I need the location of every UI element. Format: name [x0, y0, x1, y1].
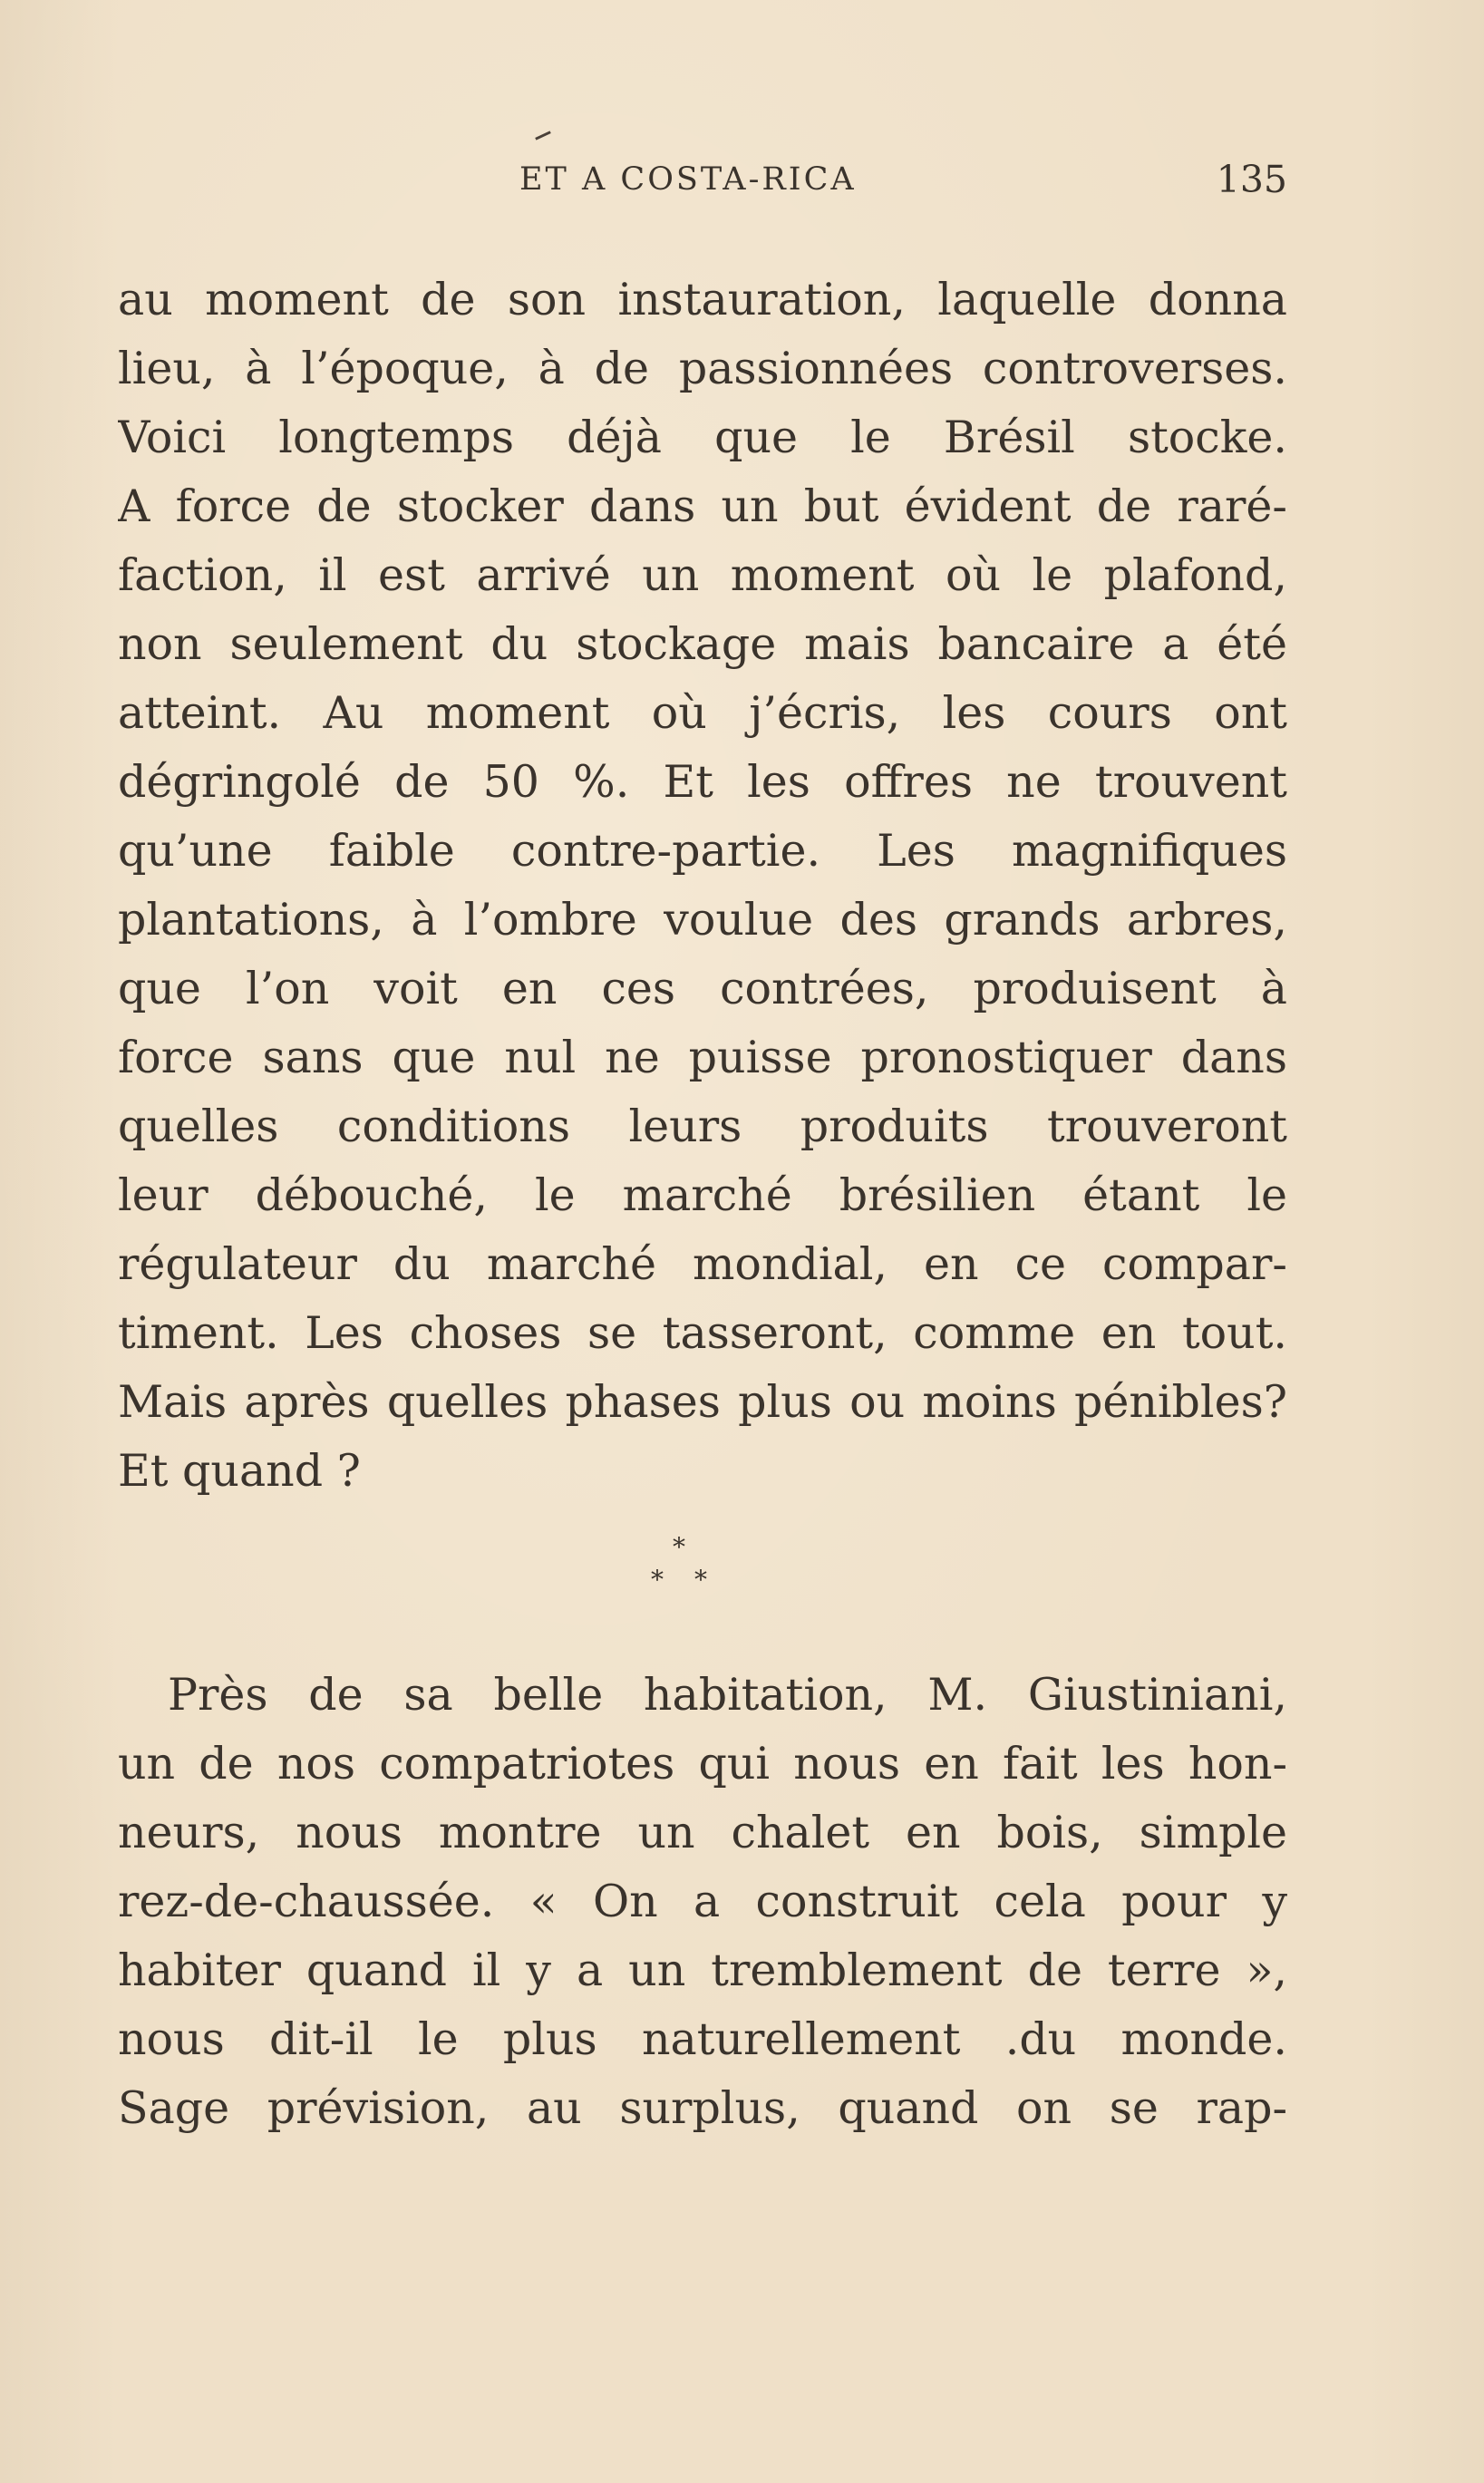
text-line: force sans que nul ne puisse pronostiquer dans: [118, 1032, 1287, 1083]
section-separator-asterism: [635, 1532, 743, 1614]
asterisk-glyph: *: [651, 1565, 664, 1595]
text-line: lieu, à l’époque, à de passionnées controverses.: [118, 343, 1287, 394]
text-line: A force de stocker dans un but évident de raré-: [118, 480, 1287, 532]
text-line: non seulement du stockage mais bancaire a été: [118, 618, 1287, 670]
paragraph-1: [118, 266, 1287, 1506]
text-line: un de nos compatriotes qui nous en fait les hon-: [118, 1738, 1287, 1790]
text-line: habiter quand il y a un tremblement de terre »,: [118, 1945, 1287, 1996]
text-line: faction, il est arrivé un moment où le plafond,: [118, 549, 1287, 601]
text-line: Voici longtemps déjà que le Brésil stocke.: [118, 412, 1287, 463]
text-line: dégringolé de 50 %. Et les offres ne trouvent: [118, 756, 1287, 808]
paragraph-2: [118, 1661, 1287, 2143]
text-line: régulateur du marché mondial, en ce compar-: [118, 1238, 1287, 1290]
text-line: quelles conditions leurs produits trouveront: [118, 1101, 1287, 1152]
text-line: rez-de-chaussée. « On a construit cela pour y: [118, 1876, 1287, 1927]
page-number: 135: [1216, 158, 1287, 201]
text-line: plantations, à l’ombre voulue des grands arbres,: [118, 894, 1287, 946]
text-line: Près de sa belle habitation, M. Giustiniani,: [168, 1669, 1287, 1721]
text-line: au moment de son instauration, laquelle donna: [118, 274, 1287, 325]
running-head: [118, 152, 1287, 207]
asterisk-glyph: *: [694, 1565, 707, 1595]
asterisk-glyph: *: [673, 1532, 685, 1562]
text-line: Sage prévision, au surplus, quand on se rap-: [118, 2082, 1287, 2134]
text-line: leur débouché, le marché brésilien étant le: [118, 1169, 1287, 1221]
text-line: que l’on voit en ces contrées, produisent à: [118, 963, 1287, 1014]
text-line: Et quand ?: [118, 1445, 361, 1497]
text-line: nous dit-il le plus naturellement .du monde.: [118, 2013, 1287, 2065]
text-line: atteint. Au moment où j’écris, les cours ont: [118, 687, 1287, 739]
text-line: neurs, nous montre un chalet en bois, simple: [118, 1807, 1287, 1858]
text-line: timent. Les choses se tasseront, comme en tout.: [118, 1307, 1287, 1359]
text-line: Mais après quelles phases plus ou moins pénibles?: [118, 1376, 1287, 1428]
print-mark: [535, 131, 551, 140]
text-line: qu’une faible contre-partie. Les magnifiques: [118, 825, 1287, 877]
running-head-title: ET A COSTA-RICA: [519, 161, 857, 198]
